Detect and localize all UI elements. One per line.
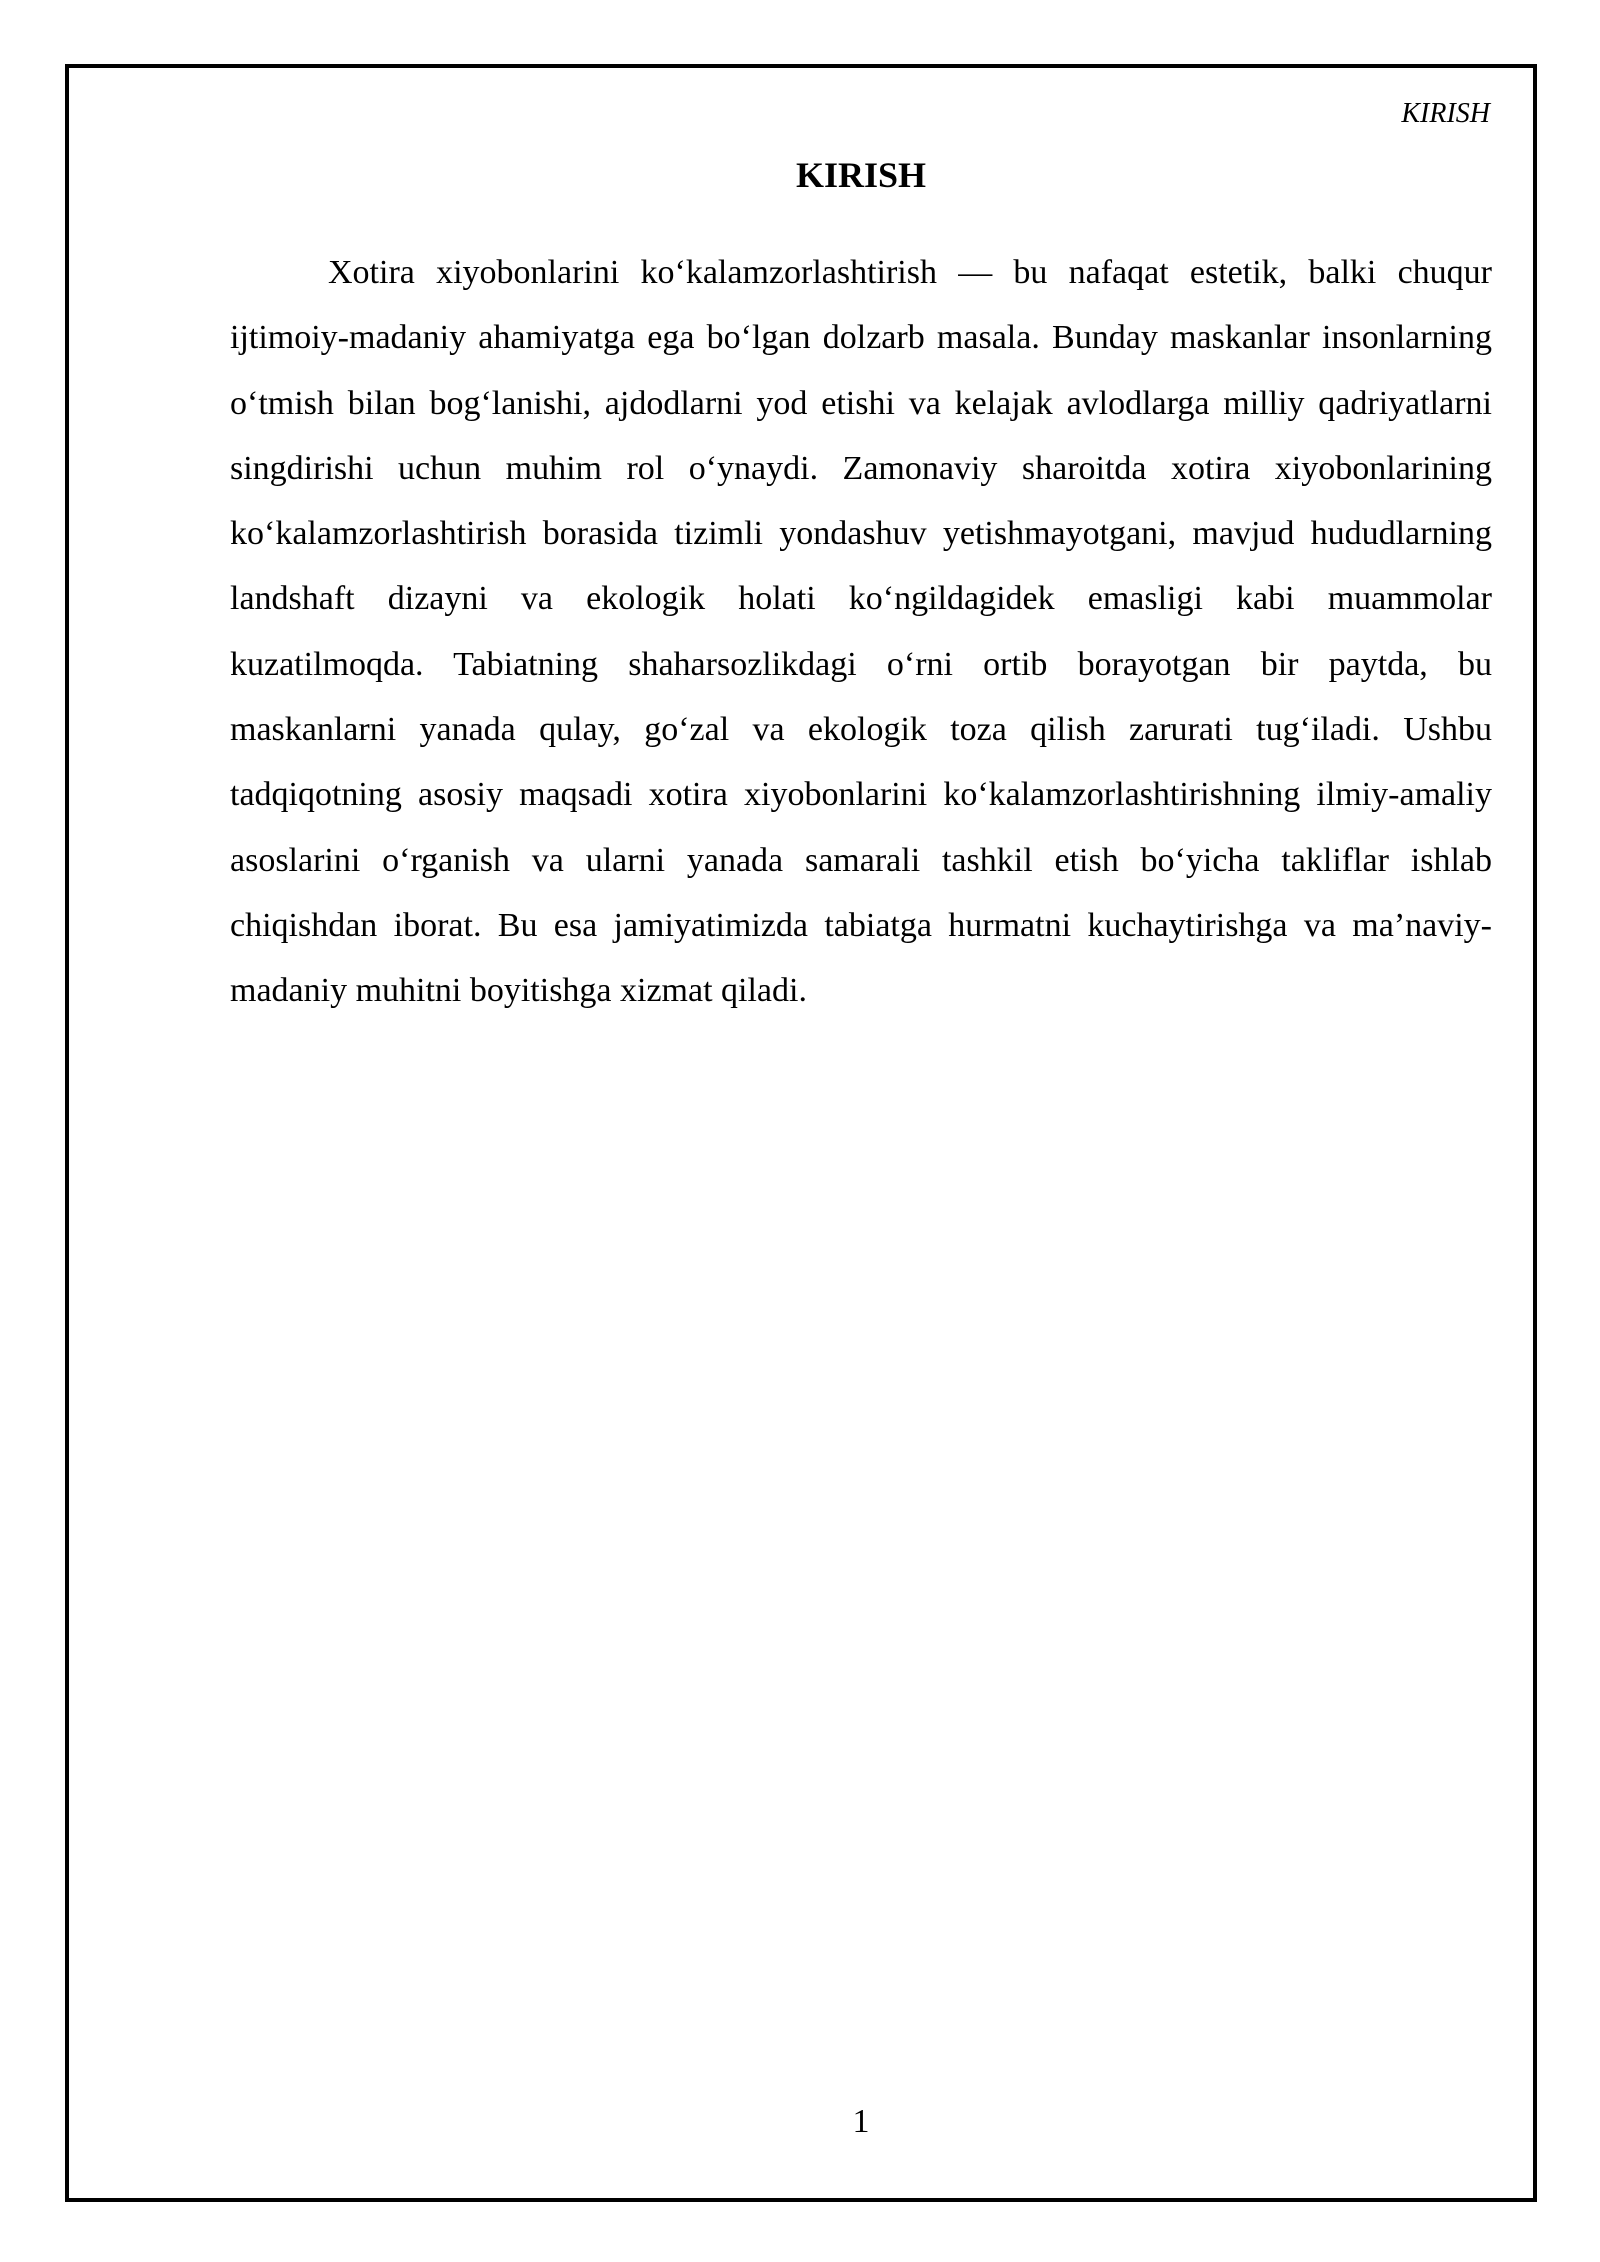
page-number: 1	[852, 2103, 870, 2140]
body-paragraph: Xotira xiyobonlarini ko‘kalamzorlashtirish — bu nafaqat estetik, balki chuqur ijtimoiy-madaniy ahamiyatga ega bo‘lgan dolzarb masala. Bunday maskanlar insonlarning o‘tmish bilan bog‘lanishi, ajdodlarni yod etishi va kelajak avlodlarga milliy qadriyatlarni singdirishi uchun muhim rol o‘ynaydi. Zamonaviy sharoitda xotira xiyobonlarining ko‘kalamzorlashtirish borasida tizimli yondashuv yetishmayotgani, mavjud hududlarning landshaft dizayni va ekologik holati ko‘ngildagidek emasligi kabi muammolar kuzatilmoqda. Tabiatning shaharsozlikdagi o‘rni ortib borayotgan bir paytda, bu maskanlarni yanada qulay, go‘zal va ekologik toza qilish zarurati tug‘iladi. Ushbu tadqiqotning asosiy maqsadi xotira xiyobonlarini ko‘kalamzorlashtirishning ilmiy-amaliy asoslarini o‘rganish va ularni yanada samarali tashkil etish bo‘yicha takliflar ishlab chiqishdan iborat. Bu esa jamiyatimizda tabiatga hurmatni kuchaytirishga va ma’naviy-madaniy muhitni boyitishga xizmat qiladi.	[230, 254, 1492, 1010]
running-header: KIRISH	[1401, 98, 1490, 129]
section-title: KIRISH	[795, 155, 927, 195]
